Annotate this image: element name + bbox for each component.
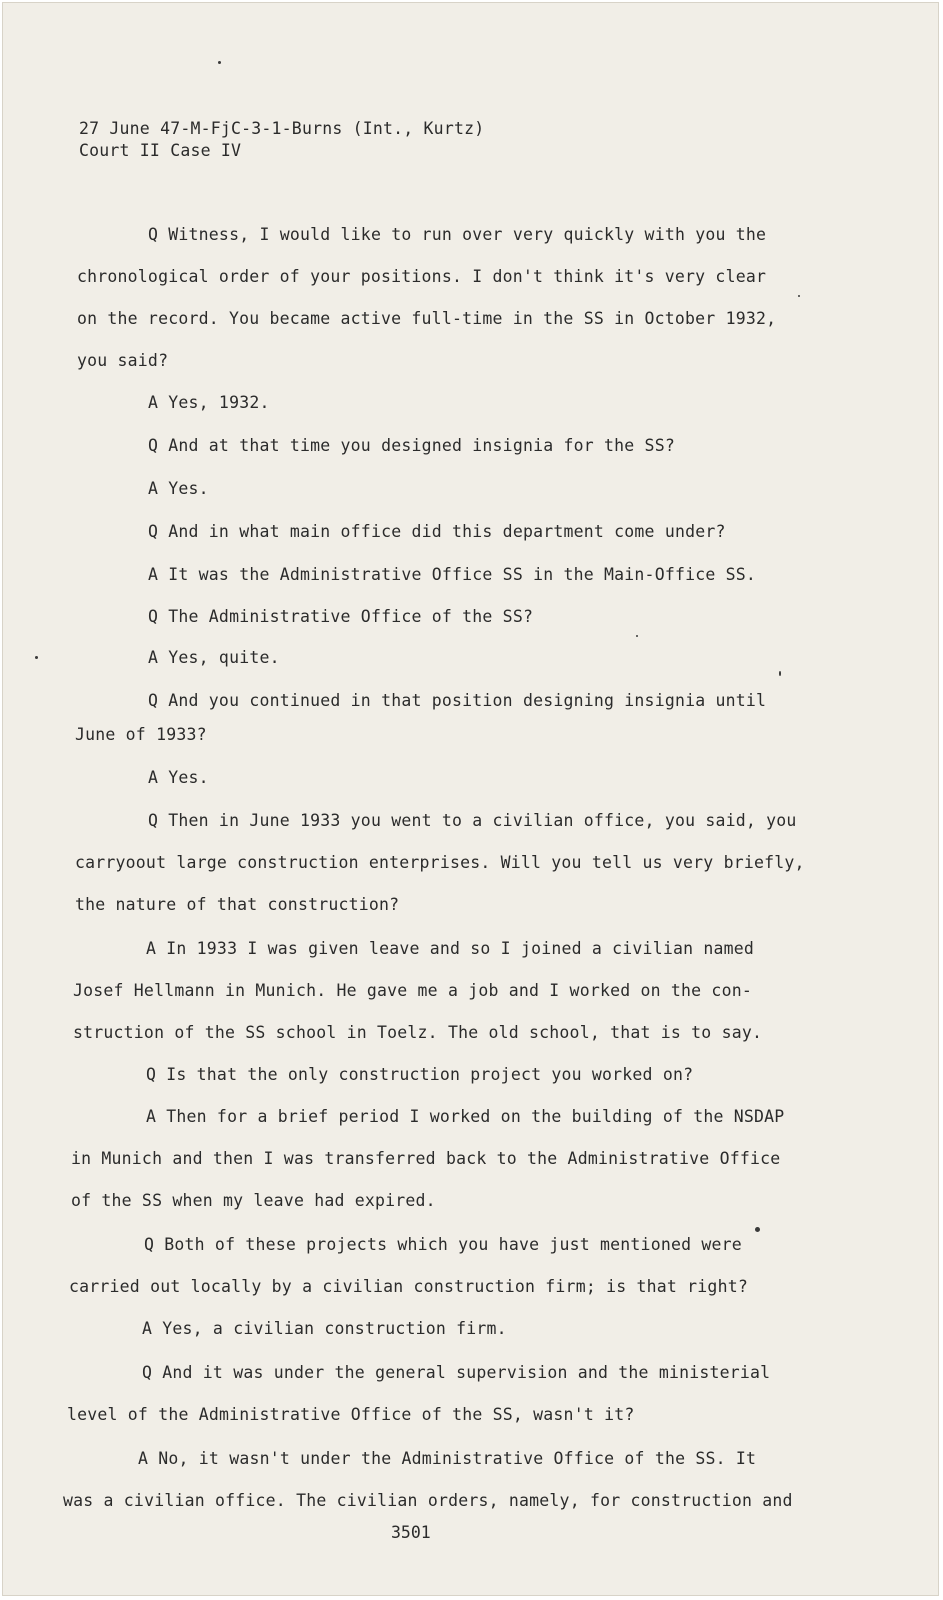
text-line: Q Is that the only construction project you worked on?	[146, 1065, 694, 1084]
text-line: chronological order of your positions. I don't think it's very clear	[77, 267, 767, 286]
text-line: A Yes, quite.	[148, 648, 280, 667]
text-line: A Yes, a civilian construction firm.	[142, 1319, 507, 1338]
paper-speck	[218, 61, 221, 64]
text-line: Josef Hellmann in Munich. He gave me a job and I worked on the con-	[73, 981, 752, 1000]
text-line: you said?	[77, 351, 169, 370]
text-line: carried out locally by a civilian construction firm; is that right?	[69, 1277, 748, 1296]
text-line: level of the Administrative Office of the SS, wasn't it?	[67, 1405, 635, 1424]
text-line: struction of the SS school in Toelz. The old school, that is to say.	[73, 1023, 763, 1042]
text-line: June of 1933?	[75, 725, 207, 744]
text-line: on the record. You became active full-time in the SS in October 1932,	[77, 309, 777, 328]
text-line: Q The Administrative Office of the SS?	[148, 607, 534, 626]
text-line: A It was the Administrative Office SS in the Main-Office SS.	[148, 565, 757, 584]
text-line: Q Witness, I would like to run over very quickly with you the	[148, 225, 767, 244]
text-line: in Munich and then I was transferred back to the Administrative Office	[71, 1149, 781, 1168]
page-number: 3501	[391, 1523, 431, 1542]
text-line: A No, it wasn't under the Administrative Office of the SS. It	[138, 1449, 757, 1468]
paper-speck	[35, 656, 38, 659]
text-line: Q And you continued in that position designing insignia until	[148, 691, 767, 710]
text-line: Q And at that time you designed insignia for the SS?	[148, 436, 675, 455]
paper-speck	[636, 635, 638, 637]
text-line: was a civilian office. The civilian orders, namely, for construction and	[63, 1491, 793, 1510]
text-line: the nature of that construction?	[75, 895, 400, 914]
text-line: A Yes.	[148, 479, 209, 498]
paper-speck	[755, 1227, 760, 1232]
text-line: A Then for a brief period I worked on the building of the NSDAP	[146, 1107, 785, 1126]
document-page	[2, 2, 939, 1596]
paper-speck	[798, 295, 800, 297]
text-line: Q Both of these projects which you have just mentioned were	[144, 1235, 742, 1254]
text-line: Q And it was under the general supervision and the ministerial	[142, 1363, 771, 1382]
paper-speck	[779, 671, 781, 676]
text-line: carryoout large construction enterprises. Will you tell us very briefly,	[75, 853, 805, 872]
text-line: A In 1933 I was given leave and so I joined a civilian named	[146, 939, 755, 958]
text-line: Q Then in June 1933 you went to a civilian office, you said, you	[148, 811, 797, 830]
text-line: A Yes.	[148, 768, 209, 787]
header-line-1: 27 June 47-M-FjC-3-1-Burns (Int., Kurtz)	[79, 119, 485, 138]
text-line: of the SS when my leave had expired.	[71, 1191, 436, 1210]
text-line: Q And in what main office did this department come under?	[148, 522, 726, 541]
text-line: A Yes, 1932.	[148, 393, 270, 412]
header-line-2: Court II Case IV	[79, 141, 242, 160]
